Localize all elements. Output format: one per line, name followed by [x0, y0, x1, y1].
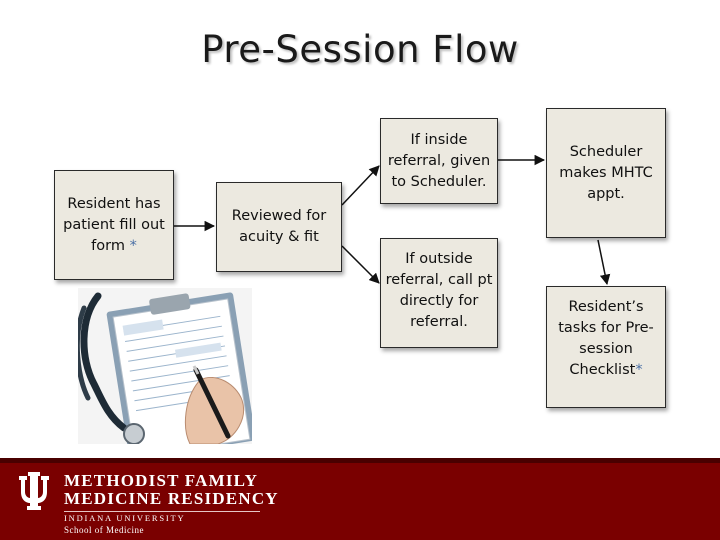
arrow-review-to-inside — [342, 166, 379, 205]
tasks-box — [546, 286, 666, 408]
outside-referral-box — [380, 238, 498, 348]
asterisk-icon: * — [635, 362, 643, 378]
slide-title: Pre-Session Flow — [201, 28, 519, 71]
arrow-scheduler-to-tasks — [598, 240, 607, 284]
footer-rule — [0, 458, 720, 463]
scheduler-text: Scheduler makes MHTC appt. — [559, 143, 653, 202]
inside-referral-text: If inside referral, given to Scheduler. — [387, 131, 491, 190]
iu-trident-logo — [16, 470, 52, 512]
resident-form-box — [54, 170, 174, 280]
org-name-line1: METHODIST FAMILY — [64, 471, 259, 490]
clipboard-stethoscope-photo — [78, 288, 252, 444]
university-name: INDIANA UNIVERSITY — [64, 513, 186, 523]
inside-referral-box — [380, 118, 498, 204]
scheduler-box — [546, 108, 666, 238]
outside-referral-text: If outside referral, call pt directly for referral. — [385, 251, 493, 330]
reviewed-text: Reviewed for acuity & fit — [231, 208, 327, 245]
footer-bar — [0, 458, 720, 540]
tasks-text: Resident’s tasks for Pre-session Checklist — [558, 299, 654, 378]
footer-divider — [64, 511, 260, 512]
org-name-line2: MEDICINE RESIDENCY — [64, 489, 279, 508]
school-name: School of Medicine — [64, 525, 144, 535]
reviewed-box — [216, 182, 342, 272]
arrow-review-to-outside — [342, 246, 379, 283]
asterisk-icon: * — [129, 237, 137, 254]
resident-form-text: Resident has patient fill out form — [63, 195, 165, 254]
